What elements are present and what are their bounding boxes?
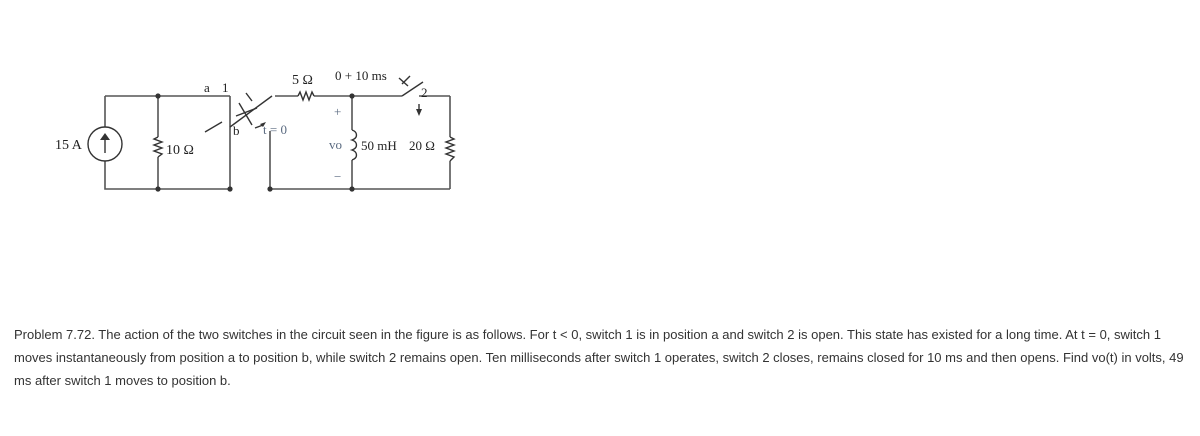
switch2-number: 2 <box>421 85 428 100</box>
r1-label: 10 Ω <box>166 143 194 158</box>
switch1-time: t = 0 <box>263 122 287 137</box>
current-source <box>88 127 122 161</box>
vo-plus: + <box>334 104 342 119</box>
source-label: 15 A <box>55 138 82 153</box>
circuit-diagram <box>0 0 520 230</box>
inductor-label: 50 mH <box>361 138 397 153</box>
resistor-10-ohm <box>154 137 162 157</box>
problem-statement: Problem 7.72. The action of the two switches in the circuit seen in the figure is as follows. For t < 0, switch 1 is in position a and switch 2 is open. This state has existed for a long time. At t = 0, switch 1 moves instantaneously from position a to position b, while switch 2 remains open. Ten milliseconds after switch 1 operates, switch 2 closes, remains closed for 10 ms and then opens. Find vo(t) in volts, 49 ms after switch 1 moves to position b. <box>14 327 1184 388</box>
r3-label: 20 Ω <box>409 138 435 153</box>
switch1-pos-a: a <box>204 80 210 95</box>
timing-label: 0 + 10 ms <box>335 68 387 83</box>
switch1-pos-b: b <box>233 123 240 138</box>
resistor-20-ohm <box>446 137 454 161</box>
vo-minus: − <box>334 169 342 184</box>
inductor-50-mh <box>352 130 357 160</box>
vo-label: vo <box>329 137 342 152</box>
r2-label: 5 Ω <box>292 73 313 88</box>
resistor-5-ohm <box>298 92 314 100</box>
switch1-number: 1 <box>222 80 229 95</box>
